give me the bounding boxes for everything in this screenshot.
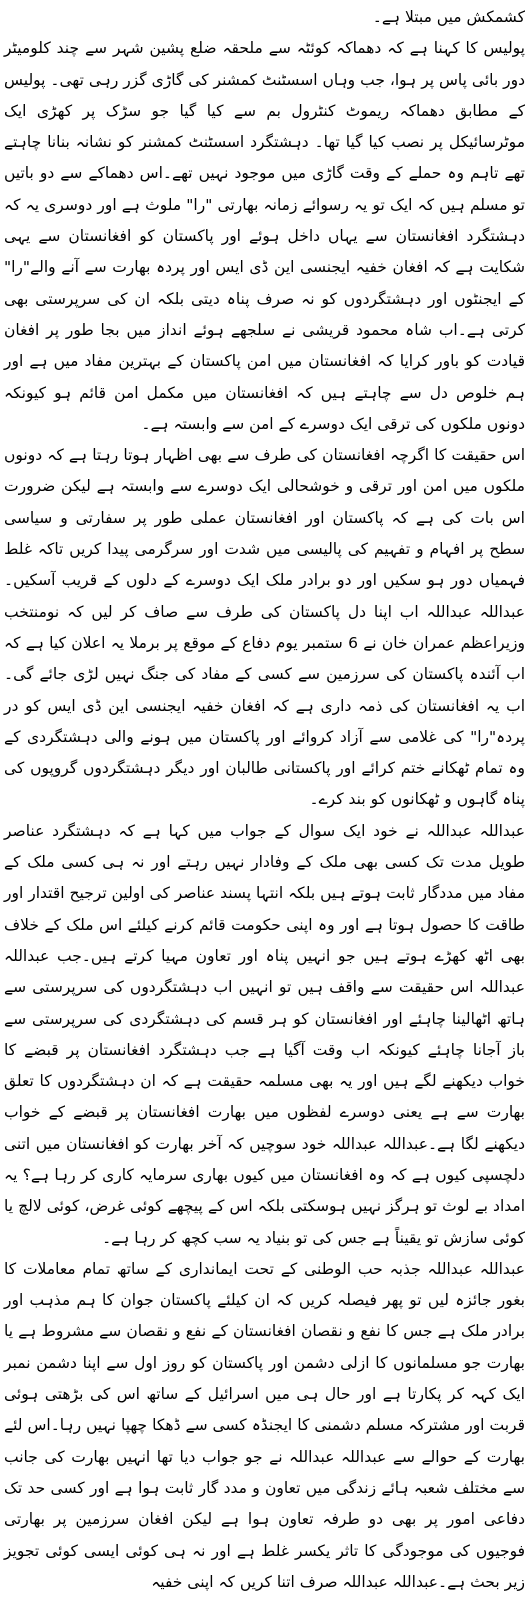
article-paragraph: عبداللہ عبداللہ نے خود ایک سوال کے جواب میں کہا ہے کہ دہشتگرد عناصر طویل مدت تک کسی بھی ملک کے وفادار نہیں رہتے اور نہ ہی کسی ملک کے مفاد میں مددگار ثابت ہوتے ہیں بلکہ انتہا پسند عناصر کی اولین ترجیح اقتدار اور طاقت کا حصول ہوتا ہے اور وہ اپنی حکومت قائم کرنے کیلئے اس ملک کے خلاف بھی اٹھ کھڑے ہوتے ہیں جو انہیں پناہ اور تعاون مہیا کرتے ہیں۔جب عبداللہ عبداللہ اس حقیقت سے واقف ہیں تو انہیں اب دہشتگردوں کی سرپرستی سے ہاتھ اٹھالینا چاہئے اور افغانستان کو ہر قسم کی دہشتگردی کی سرپرستی سے باز آجانا چاہئے کیونکہ اب وقت آگیا ہے جب دہشتگرد افغانستان پر قبضے کا خواب دیکھنے لگے ہیں اور یہ بھی مسلمہ حقیقت ہے کہ ان دہشتگردوں کا تعلق بھارت سے ہے یعنی دوسرے لفظوں میں بھارت افغانستان پر قبضے کے خواب دیکھنے لگا ہے۔عبداللہ عبداللہ خود سوچیں کہ آخر بھارت کو افغانستان میں اتنی دلچسپی کیوں ہے کہ وہ افغانستان میں کیوں بھاری سرمایہ کاری کر رہا ہے؟ یہ امداد بے لوث تو ہرگز نہیں ہوسکتی بلکہ اس کے پیچھے کوئی غرض، کوئی لالچ یا کوئی سازش تو یقیناً ہے جس کی تو بنیاد یہ سب کچھ کر رہا ہے۔ (4, 821, 525, 1247)
article-paragraph: پولیس کا کہنا ہے کہ دھماکہ کوئٹہ سے ملحقہ ضلع پشین شہر سے چند کلومیٹر دور بائی پاس پر ہوا، جب وہاں اسسٹنٹ کمشنر کی گاڑی گزر رہی تھی۔ پولیس کے مطابق دھماکہ ریموٹ کنٹرول بم سے کیا گیا جو سڑک پر کھڑی ایک موٹرسائیکل پر نصب کیا گیا تھا۔ دہشتگرد اسسٹنٹ کمشنر کو نشانہ بنانا چاہتے تھے تاہم وہ حملے کے وقت گاڑی میں موجود نہیں تھے۔اس دھماکے سے دو باتیں تو مسلم ہیں کہ ایک تو یہ رسوائے زمانہ بھارتی "را" ملوث ہے اور دوسری یہ کہ دہشتگرد افغانستان سے یہاں داخل ہوئے اور پاکستان کو افغانستان سے یہی شکایت ہے کہ افغان خفیہ ایجنسی این ڈی ایس اور پردہ بھارت سے آنے والے"را" کے ایجنٹوں اور دہشتگردوں کو نہ صرف پناہ دیتی بلکہ ان کی سرپرستی بھی کرتی ہے۔اب شاہ محمود قریشی نے سلجھے ہوئے انداز میں بجا طور پر افغان قیادت کو باور کرایا کہ افغانستان میں امن پاکستان کے بہترین مفاد میں ہے اور ہم خلوص دل سے چاہتے ہیں کہ افغانستان میں مکمل امن قائم ہو کیونکہ دونوں ملکوں کی ترقی ایک دوسرے کے امن سے وابستہ ہے۔ (4, 39, 525, 433)
article-paragraph: اس حقیقت کا اگرچہ افغانستان کی طرف سے بھی اظہار ہوتا رہتا ہے کہ دونوں ملکوں میں امن اور ترقی و خوشحالی ایک دوسرے سے وابستہ ہے لیکن ضرورت اس بات کی ہے کہ پاکستان اور افغانستان عملی طور پر سفارتی و سیاسی سطح پر افہام و تفہیم کی پالیسی میں شدت اور سرگرمی پیدا کریں تاکہ غلط فہمیاں دور ہو سکیں اور دو برادر ملک ایک دوسرے کے دلوں کے قریب آسکیں۔عبداللہ عبداللہ اب اپنا دل پاکستان کی طرف سے صاف کر لیں کہ نومنتخب وزیراعظم عمران خان نے 6 ستمبر یوم دفاع کے موقع پر برملا یہ اعلان کیا ہے کہ اب آئندہ پاکستان کی سرزمین سے کسی کے مفاد کی جنگ نہیں لڑی جائے گی۔اب یہ افغانستان کی ذمہ داری ہے کہ افغان خفیہ ایجنسی این ڈی ایس کو در پردہ"را" کی غلامی سے آزاد کروائے اور پاکستان میں ہونے والی دہشتگردی کے وہ تمام ٹھکانے ختم کرائے اور پاکستانی طالبان اور دیگر دہشتگردوں گروپوں کی پناہ گاہوں و ٹھکانوں کو بند کرے۔ (4, 446, 525, 809)
article-paragraph: عبداللہ عبداللہ جذبہ حب الوطنی کے تحت ایمانداری کے ساتھ تمام معاملات کا بغور جائزہ لیں تو پھر فیصلہ کریں کہ ان کیلئے پاکستان جوان کا ہم مذہب اور برادر ملک ہے جس کا نفع و نقصان افغانستان کے نفع و نقصان سے مشروط ہے یا بھارت جو مسلمانوں کا ازلی دشمن اور پاکستان کو روز اول سے اپنا دشمن نمبر ایک کہہ کر پکارتا ہے اور حال ہی میں اسرائیل کے ساتھ اس کی بڑھتی ہوئی قربت اور مشترکہ مسلم دشمنی کا ایجنڈہ کسی سے ڈھکا چھپا نہیں رہا۔اس لئے بھارت کے حوالے سے عبداللہ عبداللہ نے جو جواب دیا تھا انہیں بھارت کی جانب سے مختلف شعبہ ہائے زندگی میں تعاون و مدد گار ثابت ہوا ہے اور کسی حد تک دفاعی امور پر بھی دو طرفہ تعاون ہوا ہے لیکن افغان سرزمین پر بھارتی فوجیوں کی موجودگی کا تاثر یکسر غلط ہے اور نہ ہی کوئی ایسی کوئی تجویز زیر بحث ہے۔عبداللہ عبداللہ صرف اتنا کریں کہ اپنی خفیہ (4, 1259, 525, 1591)
article-paragraph: کشمکش میں مبتلا ہے۔ (372, 8, 525, 26)
